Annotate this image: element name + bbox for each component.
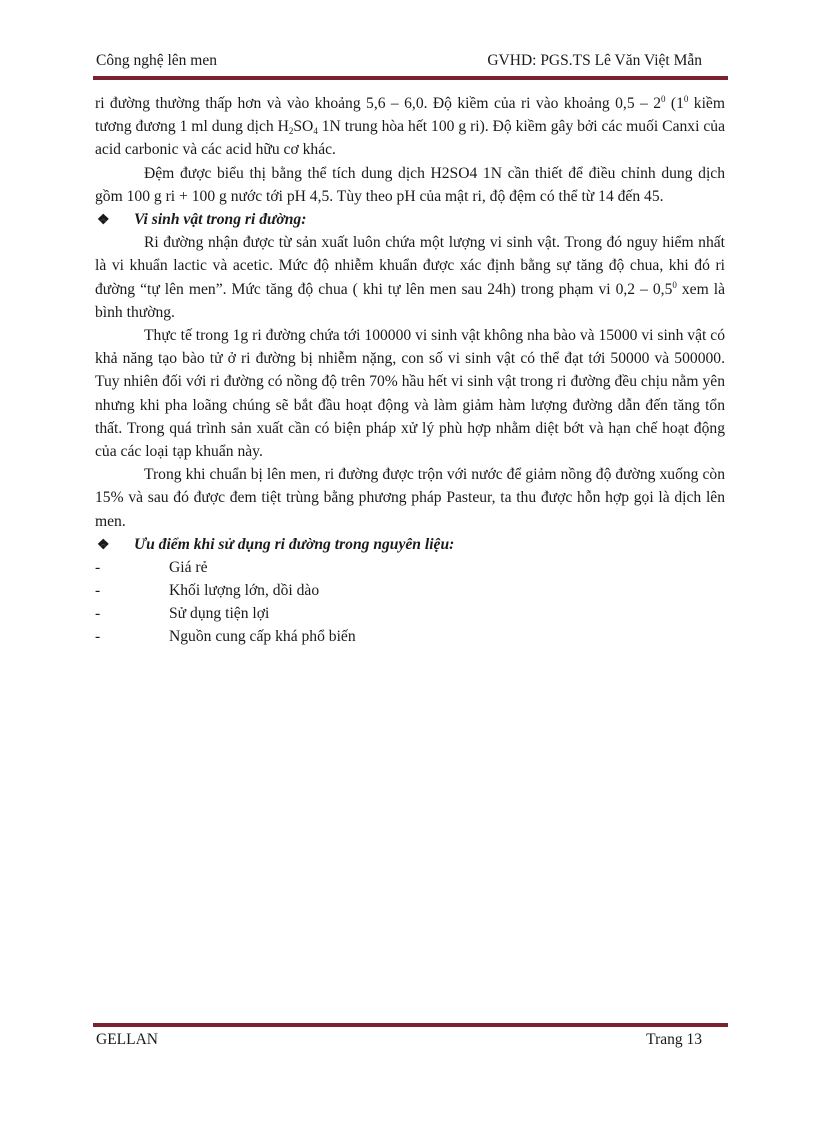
paragraph-preparation: Trong khi chuẩn bị lên men, ri đường được trộn với nước để giảm nồng độ đường xuống còn 15% và sau đó được đem tiệt trùng bằng phương pháp Pasteur, ta thu được hỗn hợp gọi là dịch lên men. [95,466,725,530]
header-rule [93,76,728,80]
page-body [95,92,725,648]
dash-bullet: - [95,605,101,623]
page-number: Trang 13 [646,1031,702,1048]
list-item-text: Sử dụng tiện lợi [169,605,270,623]
list-item-text: Nguồn cung cấp khá phổ biến [169,628,356,646]
section-heading-text: Vi sinh vật trong ri đường: [134,211,307,229]
diamond-bullet-icon: ❖ [97,213,110,229]
dash-bullet: - [95,582,101,600]
footer-rule [93,1023,728,1027]
diamond-bullet-icon: ❖ [97,537,110,553]
paragraph-microbe-counts: Thực tế trong 1g ri đường chứa tới 100000 vi sinh vật không nha bào và 15000 vi sinh vật có khả năng tạo bào tử ở ri đường bị nhiễm nặng, con số vi sinh vật có thể đạt tới 50000 và 500000. Tuy nhiên đối với ri đường có nồng độ trên 70% hầu hết vi sinh vật trong ri đường đều chịu nằm yên nhưng khi pha loãng chúng sẽ bắt đầu hoạt động và làm giảm hàm lượng đường dẫn đến tăng tổn thất. Trong quá trình sản xuất cần có biện pháp xử lý phù hợp nhằm diệt bớt và hạn chế hoạt động của các loại tạp khuẩn này. [95,327,725,461]
page-header [94,52,726,74]
list-item-text: Giá rẻ [169,559,208,577]
list-item [95,579,725,602]
section-heading-microbes [95,208,725,231]
section-heading-text: Ưu điểm khi sử dụng ri đường trong nguyên liệu: [134,535,455,553]
dash-bullet: - [95,559,101,577]
footer-document-title: GELLAN [96,1031,158,1048]
dash-bullet: - [95,628,101,646]
list-item [95,556,725,579]
list-item-text: Khối lượng lớn, dồi dào [169,582,320,600]
list-item [95,625,725,648]
paragraph-contamination: Ri đường nhận được từ sản xuất luôn chứa một lượng vi sinh vật. Trong đó nguy hiểm nhất là vi khuẩn lactic và acetic. Mức độ nhiễm khuẩn được xác định bằng sự tăng độ chua, khi đó ri đường “tự lên men”. Mức tăng độ chua ( khi tự lên men sau 24h) trong phạm vi $0,2 - 0,5^0$ xem là bình thường. [95,234,725,321]
header-course-title: Công nghệ lên men [96,52,217,69]
header-instructor: GVHD: PGS.TS Lê Văn Việt Mẫn [487,52,702,69]
paragraph-alkalinity: ri đường thường thấp hơn và vào khoảng 5,6 – 6,0. Độ kiềm của ri vào khoảng $0,5 - 2^0$ ($1^0$ kiềm tương đương 1 ml dung dịch $H_2SO_4$ 1N trung hòa hết 100 g ri). Độ kiềm gây bởi các muối Canxi của acid carbonic và các acid hữu cơ khác. [95,94,725,159]
list-item [95,602,725,625]
paragraph-buffer: Đệm được biểu thị bằng thể tích dung dịch H2SO4 1N cần thiết để điều chỉnh dung dịch gồm 100 g ri + 100 g nước tới pH 4,5. Tùy theo pH của mật ri, độ đệm có thể từ 14 đến 45. [95,164,725,205]
section-heading-advantages [95,533,725,556]
